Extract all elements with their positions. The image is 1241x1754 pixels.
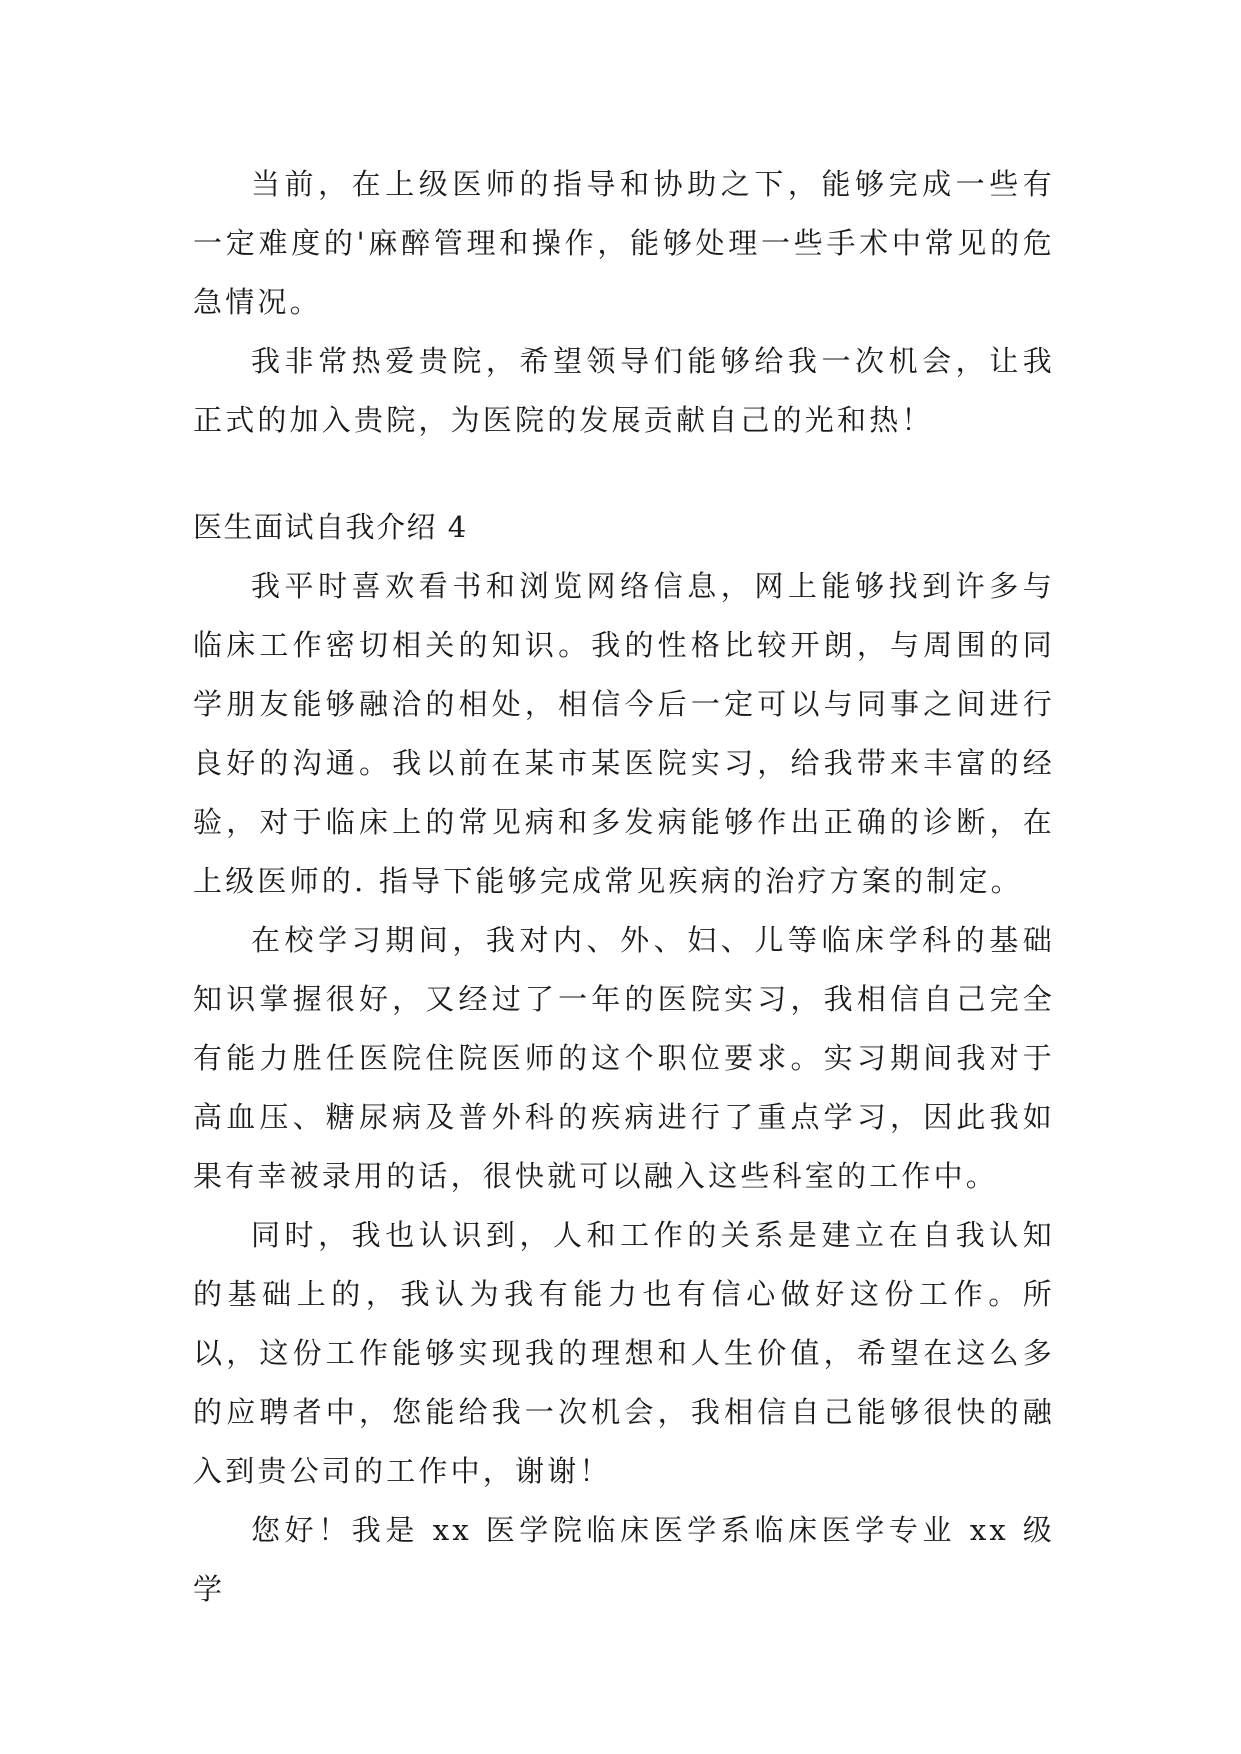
- paragraph-6: 您好！我是 xx 医学院临床医学系临床医学专业 xx 级学: [193, 1513, 1055, 1606]
- document-body: [193, 155, 1055, 1619]
- paragraph-4: 在校学习期间，我对内、外、妇、儿等临床学科的基础知识掌握很好，又经过了一年的医院实习，我相信自己完全有能力胜任医院住院医师的这个职位要求。实习期间我对于高血压、糖尿病及普外科的疾病进行了重点学习，因此我如果有幸被录用的话，很快就可以融入这些科室的工作中。: [193, 923, 1055, 1193]
- section-title: 医生面试自我介绍 4: [193, 510, 468, 544]
- paragraph-1: 当前，在上级医师的指导和协助之下，能够完成一些有一定难度的'麻醉管理和操作，能够处理一些手术中常见的危急情况。: [193, 167, 1055, 319]
- paragraph-3: 我平时喜欢看书和浏览网络信息，网上能够找到许多与临床工作密切相关的知识。我的性格比较开朗，与周围的同学朋友能够融洽的相处，相信今后一定可以与同事之间进行良好的沟通。我以前在某市某医院实习，给我带来丰富的经验，对于临床上的常见病和多发病能够作出正确的诊断，在上级医师的. 指导下能够完成常见疾病的治疗方案的制定。: [193, 569, 1055, 898]
- paragraph-5: 同时，我也认识到，人和工作的关系是建立在自我认知的基础上的，我认为我有能力也有信心做好这份工作。所以，这份工作能够实现我的理想和人生价值，希望在这么多的应聘者中，您能给我一次机会，我相信自己能够很快的融入到贵公司的工作中，谢谢！: [193, 1218, 1055, 1488]
- paragraph-2: 我非常热爱贵院，希望领导们能够给我一次机会，让我正式的加入贵院，为医院的发展贡献自己的光和热！: [193, 344, 1055, 437]
